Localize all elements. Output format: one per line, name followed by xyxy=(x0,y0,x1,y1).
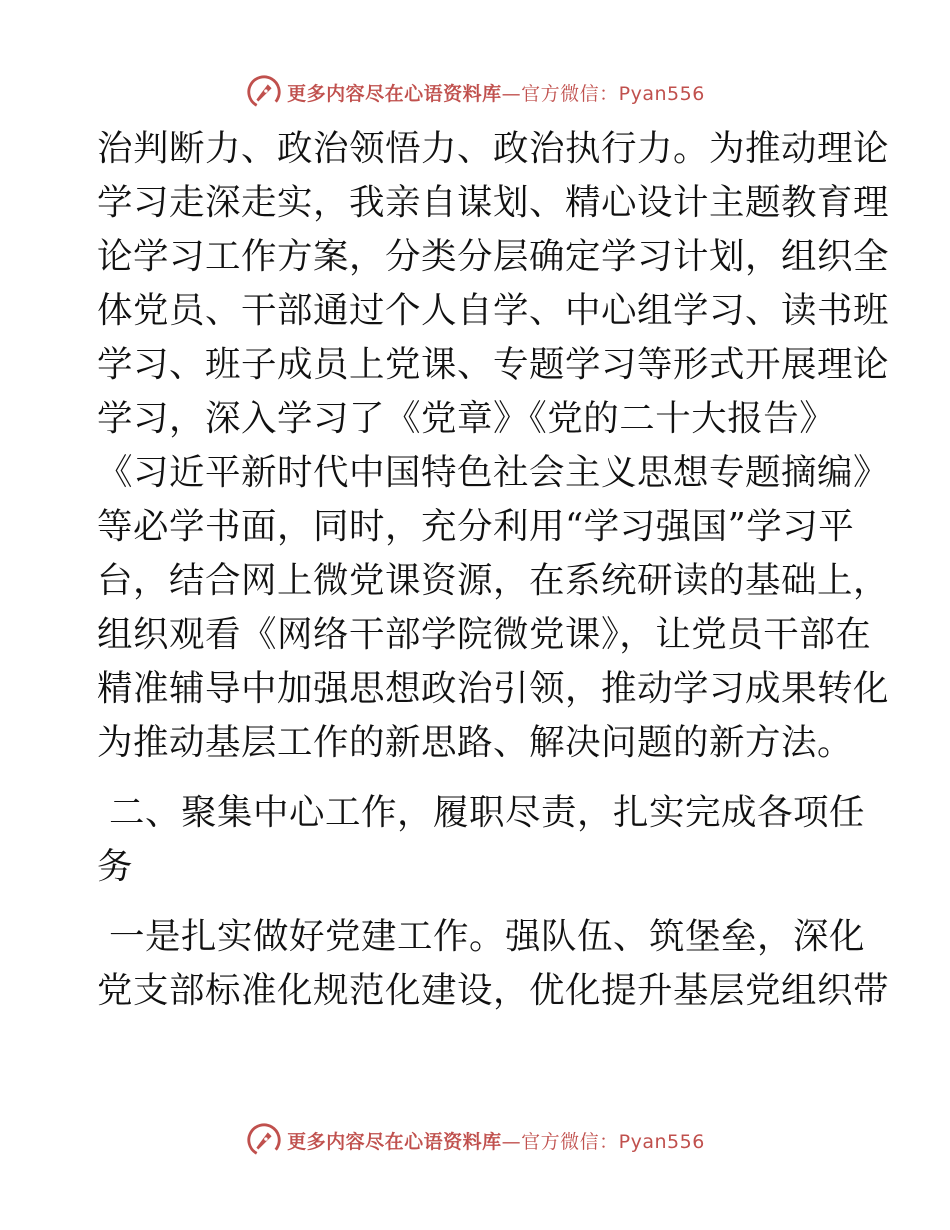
text-line: 等必学书面，同时，充分利用“学习强国”学习平 xyxy=(97,506,855,547)
text-line: 论学习工作方案，分类分层确定学习计划，组织全 xyxy=(97,236,890,277)
document-body xyxy=(97,122,890,1018)
text-line: 体党员、干部通过个人自学、中心组学习、读书班 xyxy=(97,290,890,331)
text-line: 党支部标准化规范化建设，优化提升基层党组织带 xyxy=(97,970,890,1011)
watermark-footer xyxy=(0,1120,950,1160)
watermark-text: 更多内容尽在心语资料库—官方微信：Pyan556 xyxy=(287,1130,705,1153)
section-heading-2 xyxy=(97,786,866,894)
heading-line: 务 xyxy=(97,846,134,887)
text-line: 组织观看《网络干部学院微党课》，让党员干部在 xyxy=(97,614,872,655)
paragraph-1 xyxy=(97,122,890,770)
pen-nib-logo-icon xyxy=(245,73,283,111)
heading-line: 二、聚集中心工作，履职尽责，扎实完成各项任 xyxy=(109,792,866,833)
text-line: 《习近平新时代中国特色社会主义思想专题摘编》 xyxy=(97,452,890,493)
text-line: 一是扎实做好党建工作。强队伍、筑堡垒，深化 xyxy=(109,916,866,957)
text-line: 台，结合网上微党课资源，在系统研读的基础上， xyxy=(97,560,890,601)
watermark-text: 更多内容尽在心语资料库—官方微信：Pyan556 xyxy=(287,82,705,105)
text-line: 为推动基层工作的新思路、解决问题的新方法。 xyxy=(97,722,854,763)
pen-nib-logo-icon xyxy=(245,1121,283,1159)
paragraph-3 xyxy=(97,910,890,1018)
text-line: 学习走深走实，我亲自谋划、精心设计主题教育理 xyxy=(97,182,890,223)
watermark-header xyxy=(0,72,950,112)
text-line: 精准辅导中加强思想政治引领，推动学习成果转化 xyxy=(97,668,890,709)
text-line: 治判断力、政治领悟力、政治执行力。为推动理论 xyxy=(97,128,890,169)
text-line: 学习，深入学习了《党章》《党的二十大报告》 xyxy=(97,398,836,439)
text-line: 学习、班子成员上党课、专题学习等形式开展理论 xyxy=(97,344,890,385)
